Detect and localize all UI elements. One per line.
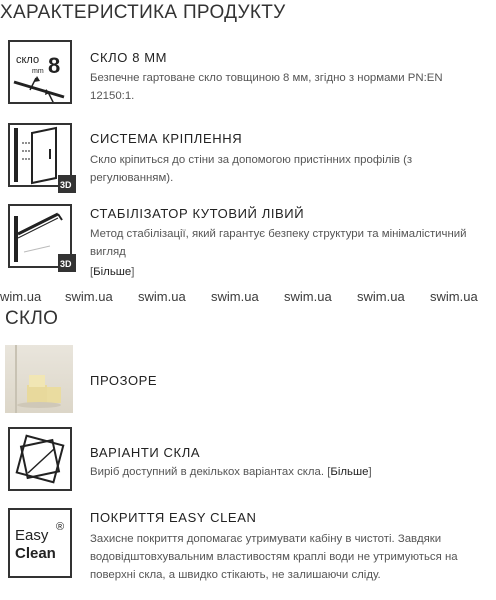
more-link[interactable]: Більше xyxy=(330,466,369,478)
feature-title: СТАБІЛІЗАТОР КУТОВИЙ ЛІВИЙ xyxy=(90,206,305,221)
more-link[interactable]: Більше xyxy=(93,266,132,278)
clear-glass-image xyxy=(5,345,73,413)
section-title-glass: СКЛО xyxy=(5,308,59,329)
feature-description: Скло кріпиться до стіни за допомогою пристінних профілів (з регулюванням). xyxy=(90,154,413,184)
watermark-text: wim.ua xyxy=(0,289,42,304)
watermark-text: swim.ua xyxy=(284,289,332,304)
svg-text:3D: 3D xyxy=(60,259,72,269)
watermark-text: swim.ua xyxy=(211,289,259,304)
3d-badge-icon xyxy=(58,254,76,272)
icon-mm-label: mm xyxy=(32,68,44,75)
glass-option-title: ПОКРИТТЯ EASY CLEAN xyxy=(90,510,257,525)
easy-clean-line2: Clean xyxy=(15,545,56,562)
watermark-text: swim.ua xyxy=(65,289,113,304)
easy-clean-line1: Easy xyxy=(15,527,49,544)
feature-description: Метод стабілізації, який гарантує безпеку структури та мінімалістичний вигляд [Більше] xyxy=(90,228,467,278)
glass-variants-icon xyxy=(8,427,72,491)
section-title-characteristics: ХАРАКТЕРИСТИКА ПРОДУКТУ xyxy=(0,2,286,23)
glass-option-title: ВАРІАНТИ СКЛА xyxy=(90,445,201,460)
registered-mark: ® xyxy=(56,521,65,533)
svg-text:3D: 3D xyxy=(60,180,72,190)
glass-thickness-icon xyxy=(8,40,72,104)
feature-title: СКЛО 8 ММ xyxy=(90,50,168,65)
easy-clean-icon xyxy=(8,508,72,578)
watermark-text: swim.ua xyxy=(430,289,478,304)
watermark-text: swim.ua xyxy=(138,289,186,304)
glass-option-title: ПРОЗОРЕ xyxy=(90,373,158,388)
watermark-text: swim.ua xyxy=(357,289,405,304)
feature-description: Безпечне гартоване скло товщиною 8 мм, згідно з нормами PN:EN 12150:1. xyxy=(90,72,443,102)
3d-badge-icon xyxy=(58,175,76,193)
icon-thickness-number: 8 xyxy=(48,53,61,78)
glass-option-description: Захисне покриття допомагає утримувати кабіну в чистоті. Завдяки водовідштовхувальним властивостям краплі води не утримуються на поверхні скла, а швидко стікають, не залишаючи сліду. xyxy=(90,533,458,581)
glass-option-description: Виріб доступний в декількох варіантах скла. [Більше] xyxy=(90,466,372,478)
icon-glass-label: скло xyxy=(16,54,40,66)
watermark-row xyxy=(0,289,496,309)
feature-title: СИСТЕМА КРІПЛЕННЯ xyxy=(90,131,243,146)
